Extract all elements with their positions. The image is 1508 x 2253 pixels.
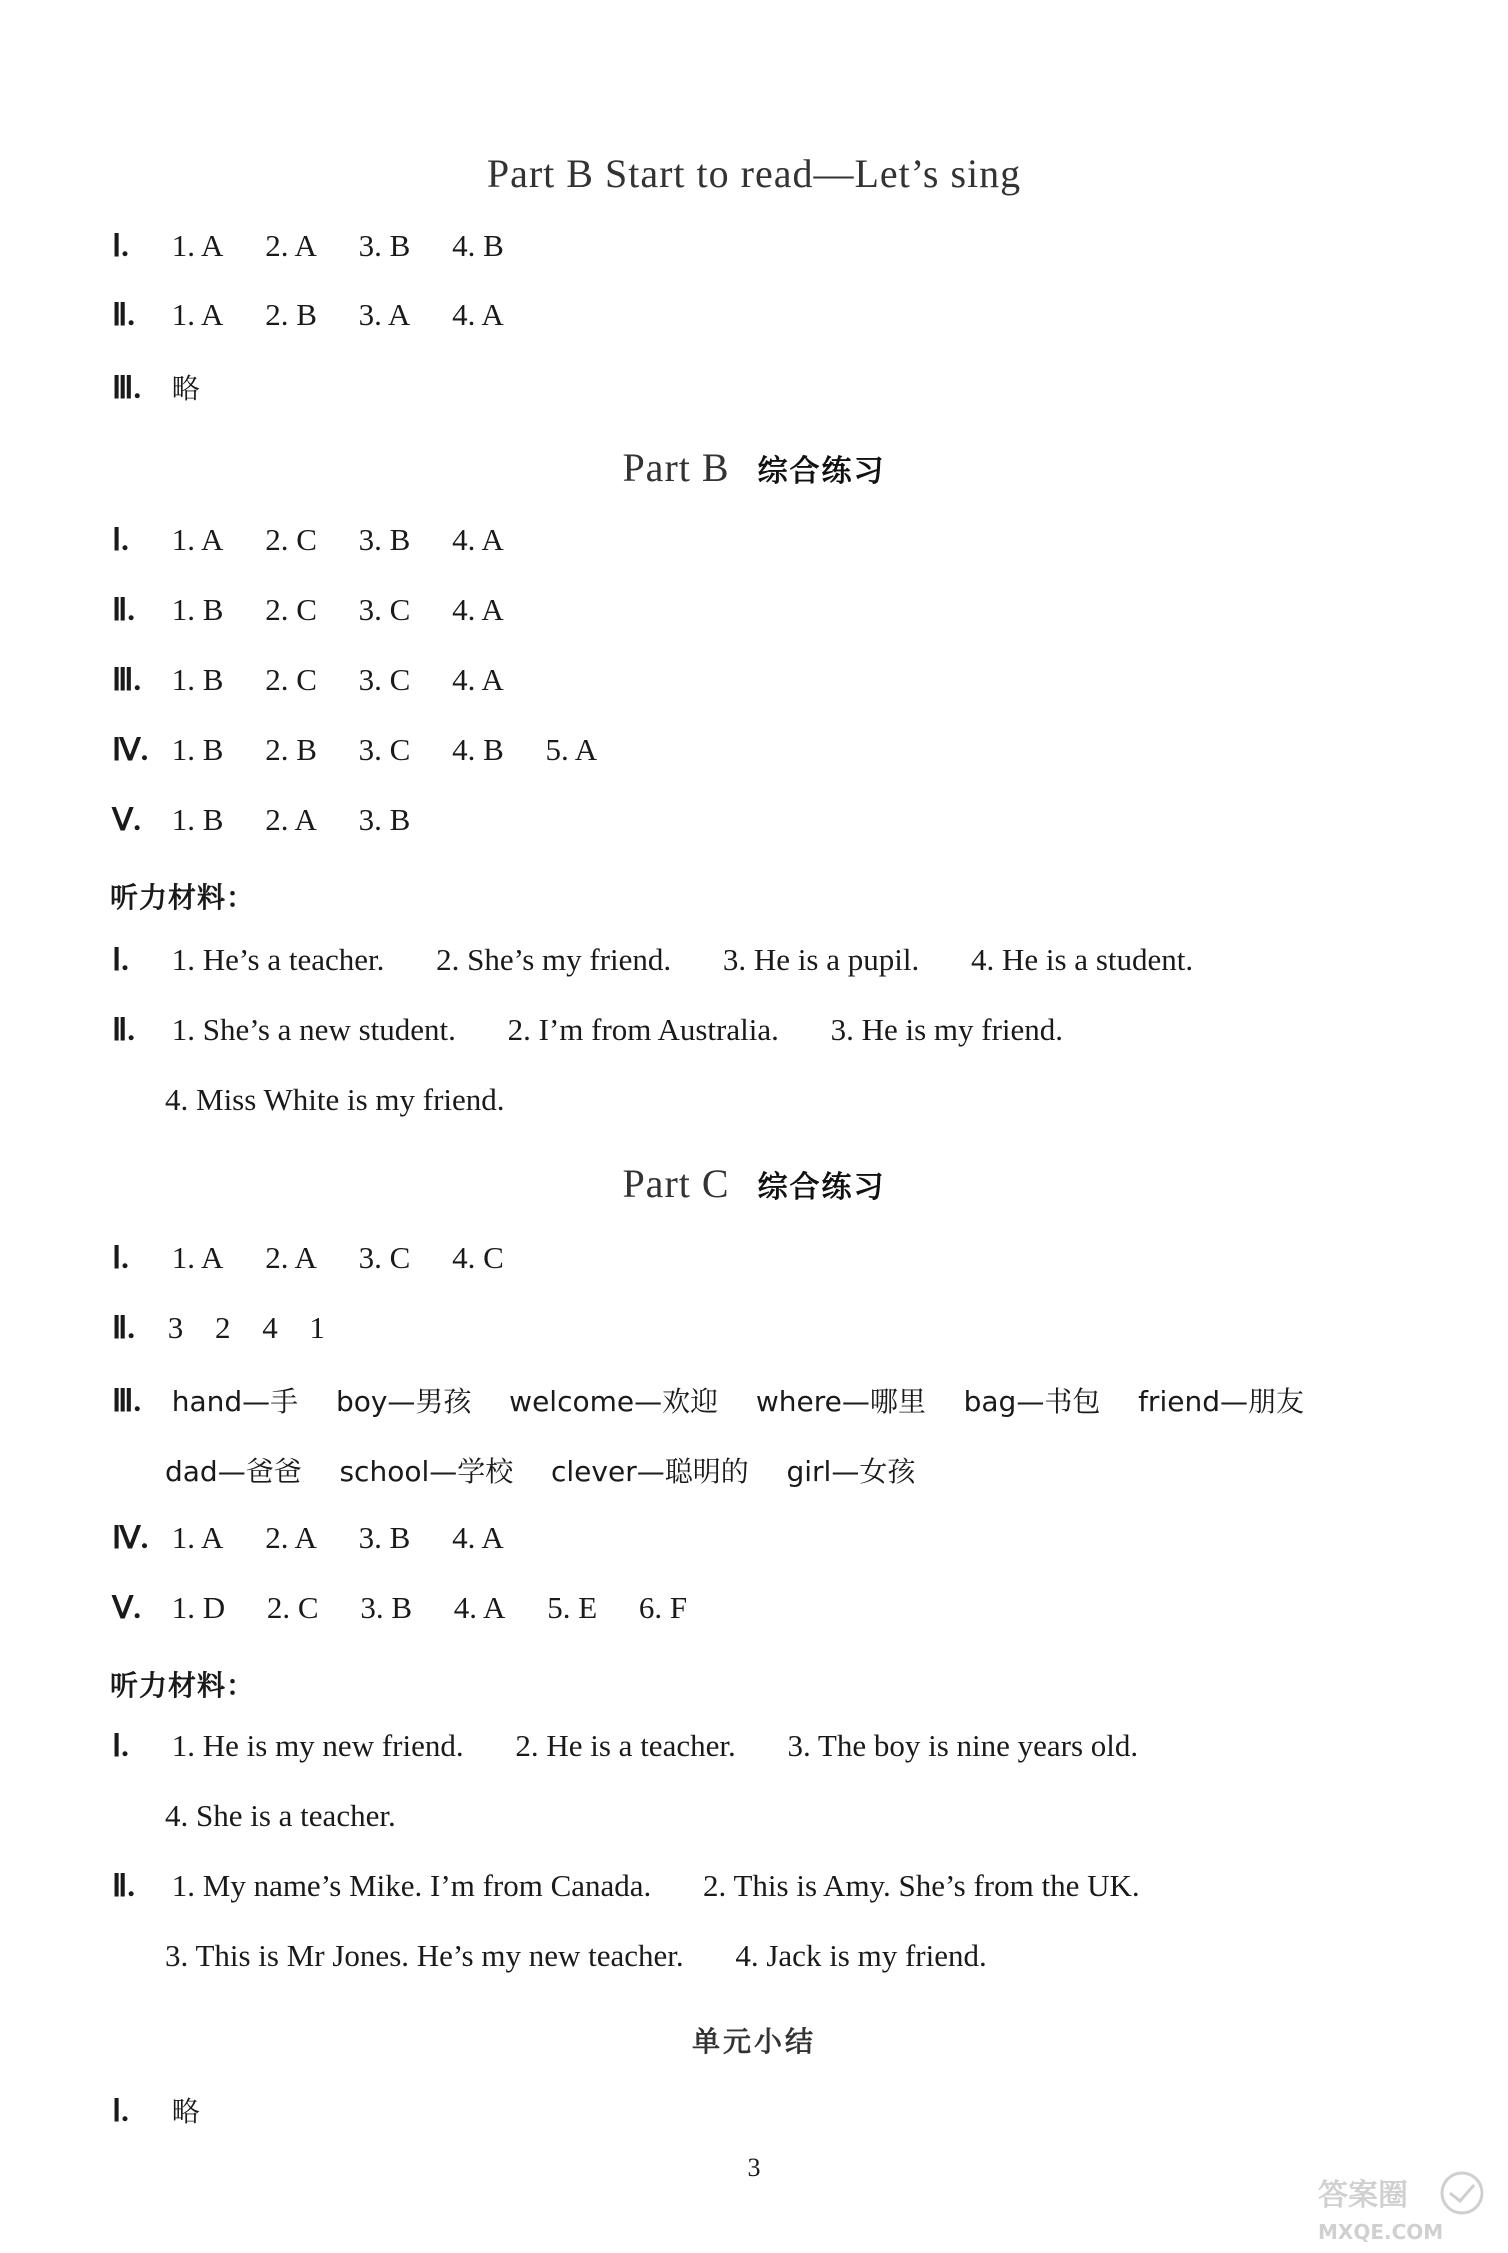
listening-item: 1. He’s a teacher. (171, 942, 385, 977)
answer-item: 1. B (171, 802, 224, 837)
heading-latin: Part B (622, 445, 730, 490)
answer-item: 1. A (171, 297, 224, 332)
listening-item: 1. My name’s Mike. I’m from Canada. (171, 1868, 652, 1903)
listening-row (112, 1728, 1182, 1764)
answer-item: 2. C (265, 592, 317, 627)
answer-item: 5. E (547, 1590, 598, 1625)
answer-item: 3. B (358, 802, 411, 837)
listening-item: 2. She’s my friend. (436, 942, 672, 977)
answer-item: 1. A (171, 228, 224, 263)
answer-item: 1. A (171, 522, 224, 557)
answer-row (112, 1380, 1304, 1420)
row-number: Ⅴ. (112, 1590, 141, 1625)
answer-item: 2. C (265, 522, 317, 557)
answer-item: 1. A (171, 1240, 224, 1275)
heading-cjk: 综合练习 (757, 1170, 886, 1205)
vocab-item: dad—爸爸 (165, 1455, 302, 1488)
listening-row (112, 1868, 1184, 1904)
answer-row (112, 522, 504, 558)
answer-row (112, 1590, 687, 1626)
listening-item: 3. This is Mr Jones. He’s my new teacher. (165, 1938, 684, 1973)
vocab-item: school—学校 (339, 1455, 514, 1488)
answer-item: 2. B (265, 732, 317, 767)
answer-row (112, 297, 504, 333)
listening-item: 4. He is a student. (970, 942, 1194, 977)
answer-row-continuation (165, 1450, 915, 1490)
answer-item: 2. A (265, 1520, 317, 1555)
listening-item: 3. He is a pupil. (722, 942, 920, 977)
answer-item: 2. B (265, 297, 317, 332)
answer-item: 略 (171, 2095, 200, 2128)
vocab-item: welcome—欢迎 (509, 1385, 719, 1418)
answer-item: 4 (262, 1310, 278, 1345)
row-number: Ⅰ. (112, 2093, 129, 2128)
listening-item: 4. She is a teacher. (165, 1798, 396, 1833)
listening-row-continuation (165, 1082, 505, 1118)
row-number: Ⅱ. (112, 1310, 136, 1345)
answer-item: 2. A (265, 802, 317, 837)
answer-item: 4. A (452, 592, 504, 627)
answer-item: 4. B (452, 228, 504, 263)
answer-item: 2. A (265, 228, 317, 263)
answer-row (112, 2090, 200, 2130)
vocab-item: boy—男孩 (335, 1385, 472, 1418)
section-heading-part-c-exercises (0, 1160, 1508, 1207)
row-number: Ⅰ. (112, 522, 129, 557)
answer-row (112, 802, 410, 838)
listening-row-continuation (165, 1938, 1031, 1974)
section-heading-unit-summary: 单元小结 (691, 2025, 816, 2058)
row-number: Ⅱ. (112, 297, 136, 332)
row-number: Ⅳ. (112, 1520, 149, 1555)
answer-item: 4. B (452, 732, 504, 767)
row-number: Ⅲ. (112, 1383, 142, 1418)
answer-item: 5. A (545, 732, 598, 767)
answer-item: 3. A (358, 297, 411, 332)
answer-item: 3. B (358, 1520, 411, 1555)
row-number: Ⅲ. (112, 370, 142, 405)
listening-row (112, 942, 1237, 978)
section-heading-part-b-start-to-read: Part B Start to read—Let’s sing (486, 151, 1022, 196)
vocab-item: bag—书包 (963, 1385, 1101, 1418)
row-number: Ⅱ. (112, 1868, 136, 1903)
answer-item: 2. C (265, 662, 317, 697)
answer-item: 4. A (452, 297, 504, 332)
row-number: Ⅳ. (112, 732, 149, 767)
row-number: Ⅰ. (112, 1240, 129, 1275)
answer-item: 3. C (358, 592, 411, 627)
answer-item: 4. A (453, 1590, 506, 1625)
answer-item: 1. B (171, 662, 224, 697)
answer-item: 1. B (171, 592, 224, 627)
answer-row (112, 662, 504, 698)
answer-item: 2. A (265, 1240, 317, 1275)
answer-row (112, 1240, 504, 1276)
answer-row (112, 592, 504, 628)
section-heading-part-b-exercises (0, 444, 1508, 491)
listening-row (112, 1012, 1107, 1048)
answer-item: 3. C (358, 1240, 411, 1275)
row-number: Ⅴ. (112, 802, 141, 837)
vocab-item: friend—朋友 (1138, 1385, 1304, 1418)
heading-latin: Part C (622, 1161, 730, 1206)
vocab-item: girl—女孩 (786, 1455, 916, 1488)
answer-item: 4. A (452, 662, 504, 697)
answer-row (112, 228, 504, 264)
watermark-text-url: MXQE.COM (1318, 2220, 1444, 2244)
watermark-text-cn: 答案圈 (1318, 2178, 1408, 2213)
listening-item: 4. Jack is my friend. (735, 1938, 987, 1973)
answer-item: 1. D (171, 1590, 226, 1625)
listening-row-continuation (165, 1798, 396, 1834)
row-number: Ⅰ. (112, 942, 129, 977)
listening-material-label: 听力材料： (110, 1669, 256, 1702)
listening-item: 2. This is Amy. She’s from the UK. (703, 1868, 1140, 1903)
row-number: Ⅰ. (112, 228, 129, 263)
row-number: Ⅱ. (112, 592, 136, 627)
row-number: Ⅰ. (112, 1728, 129, 1763)
answer-item: 4. C (452, 1240, 504, 1275)
page-number: 3 (747, 2153, 761, 2182)
listening-material-label: 听力材料： (110, 881, 256, 914)
answer-item: 1 (309, 1310, 325, 1345)
answer-row (112, 1310, 325, 1346)
answer-item: 2. C (266, 1590, 319, 1625)
watermark-logo (1310, 2165, 1490, 2247)
listening-item: 1. She’s a new student. (171, 1012, 456, 1047)
listening-item: 4. Miss White is my friend. (165, 1082, 505, 1117)
answer-item: 6. F (638, 1590, 688, 1625)
listening-item: 1. He is my new friend. (171, 1728, 464, 1763)
vocab-item: clever—聪明的 (551, 1455, 749, 1488)
vocab-item: where—哪里 (755, 1385, 926, 1418)
answer-row (112, 1520, 504, 1556)
listening-item: 3. He is my friend. (830, 1012, 1064, 1047)
answer-item: 2 (215, 1310, 231, 1345)
answer-item: 1. A (171, 1520, 224, 1555)
listening-item: 3. The boy is nine years old. (787, 1728, 1139, 1763)
row-number: Ⅲ. (112, 662, 142, 697)
answer-item: 3. B (358, 522, 411, 557)
answer-item: 3. B (358, 228, 411, 263)
answer-item: 3. B (360, 1590, 413, 1625)
answer-row (112, 732, 597, 768)
answer-item: 3. C (358, 732, 411, 767)
heading-cjk: 综合练习 (757, 454, 886, 489)
answer-row (112, 367, 200, 407)
row-number: Ⅱ. (112, 1012, 136, 1047)
answer-item: 4. A (452, 1520, 504, 1555)
listening-item: 2. He is a teacher. (515, 1728, 736, 1763)
answer-item: 4. A (452, 522, 504, 557)
answer-item: 略 (171, 372, 200, 405)
vocab-item: hand—手 (171, 1385, 299, 1418)
answer-item: 1. B (171, 732, 224, 767)
answer-item: 3 (167, 1310, 184, 1345)
listening-item: 2. I’m from Australia. (507, 1012, 779, 1047)
answer-item: 3. C (358, 662, 411, 697)
